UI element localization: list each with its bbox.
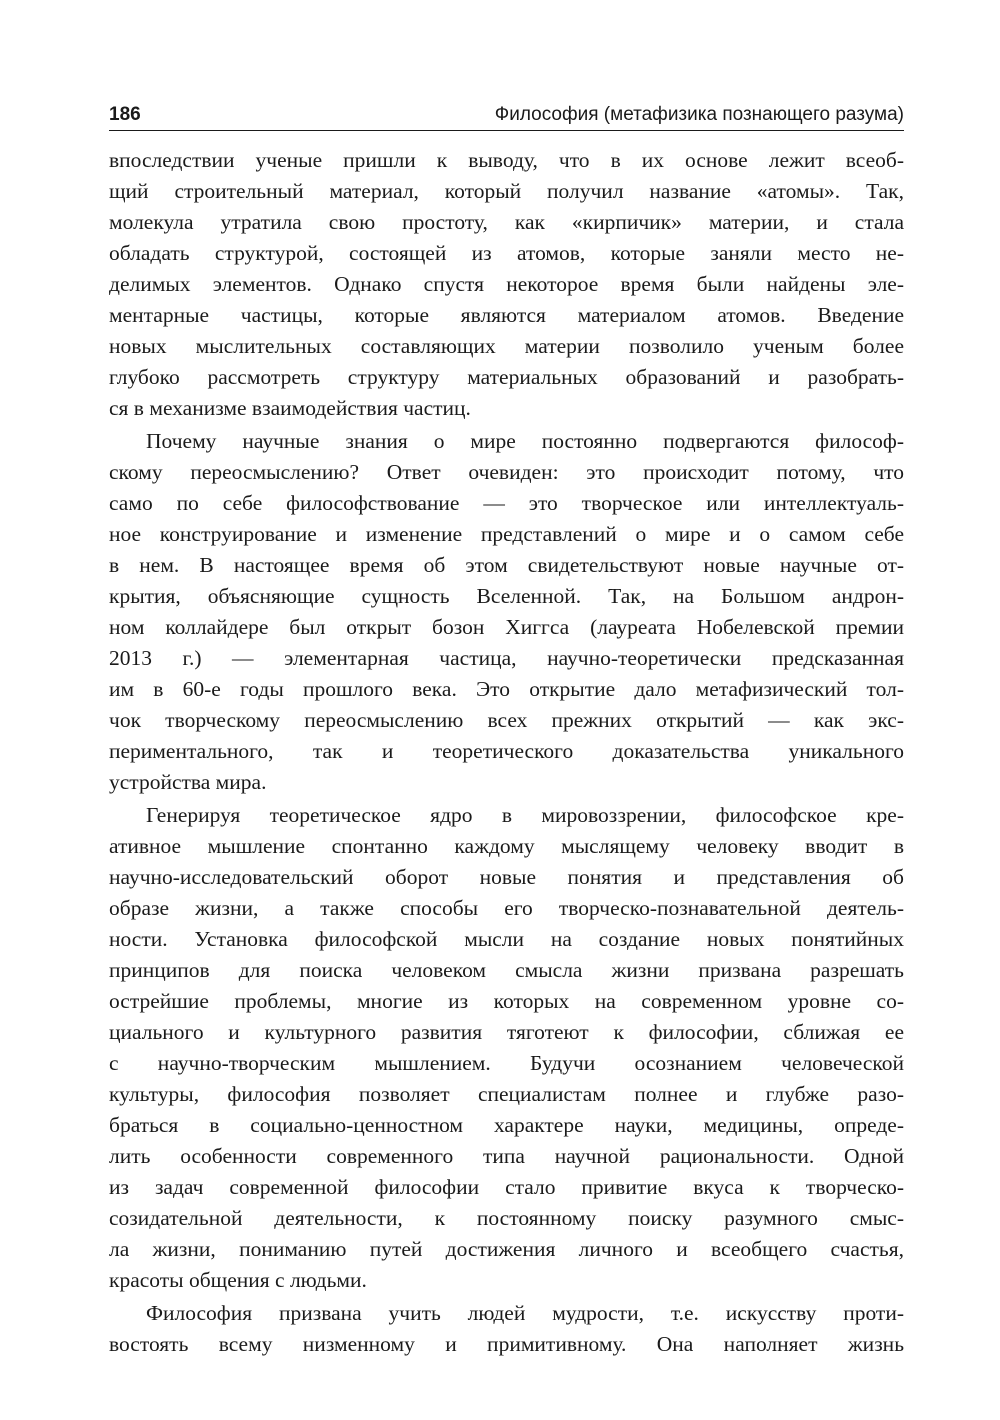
text-line: крытия, объясняющие сущность Вселенной. Так, на Большом андрон-: [109, 584, 904, 608]
text-line: с научно-творческим мышлением. Будучи осознанием человеческой: [109, 1051, 904, 1075]
text-line: 2013 г.) — элементарная частица, научно-теоретически предсказанная: [109, 646, 904, 670]
text-line: Генерируя теоретическое ядро в мировоззрении, философское кре-: [146, 803, 904, 827]
text-line: щий строительный материал, который получил название «атомы». Так,: [109, 179, 904, 203]
text-line: само по себе философствование — это творческое или интеллектуаль-: [109, 491, 904, 515]
text-line: образе жизни, а также способы его творческо-познавательной деятель-: [109, 896, 904, 920]
text-line: скому переосмыслению? Ответ очевиден: это происходит потому, что: [109, 460, 904, 484]
text-line: Почему научные знания о мире постоянно подвергаются философ-: [146, 429, 904, 453]
page-number: 186: [109, 104, 141, 125]
text-line: ности. Установка философской мысли на создание новых понятийных: [109, 927, 904, 951]
paragraph: [109, 426, 904, 798]
text-line: лить особенности современного типа научной рациональности. Одной: [109, 1144, 904, 1168]
text-line: обладать структурой, состоящей из атомов, которые заняли место не-: [109, 241, 904, 265]
text-line: ла жизни, пониманию путей достижения личного и всеобщего счастья,: [109, 1237, 904, 1261]
text-line: молекула утратила свою простоту, как «кирпичик» материи, и стала: [109, 210, 904, 234]
text-line: глубоко рассмотреть структуру материальных образований и разобрать-: [109, 365, 904, 389]
text-line: ативное мышление спонтанно каждому мыслящему человеку вводит в: [109, 834, 904, 858]
text-line: ментарные частицы, которые являются материалом атомов. Введение: [109, 303, 904, 327]
paragraph: [109, 1298, 904, 1360]
header-rule: [109, 130, 904, 131]
text-line: в нем. В настоящее время об этом свидетельствуют новые научные от-: [109, 553, 904, 577]
body-text: [109, 145, 904, 1360]
text-line: ное конструирование и изменение представлений о мире и о самом себе: [109, 522, 904, 546]
text-line: созидательной деятельности, к постоянному поиску разумного смыс-: [109, 1206, 904, 1230]
paragraph: [109, 145, 904, 424]
text-line: циального и культурного развития тяготеют к философии, сближая ее: [109, 1020, 904, 1044]
text-line: принципов для поиска человеком смысла жизни призвана разрешать: [109, 958, 904, 982]
text-line: красоты общения с людьми.: [109, 1268, 367, 1292]
text-line: культуры, философия позволяет специалистам полнее и глубже разо-: [109, 1082, 904, 1106]
text-line: востоять всему низменному и примитивному. Она наполняет жизнь: [109, 1332, 904, 1356]
text-line: острейшие проблемы, многие из которых на современном уровне со-: [109, 989, 904, 1013]
text-line: чок творческому переосмыслению всех прежних открытий — как экс-: [109, 708, 904, 732]
running-title: Философия (метафизика познающего разума): [494, 104, 904, 125]
text-line: впоследствии ученые пришли к выводу, что в их основе лежит всеоб-: [109, 148, 904, 172]
paragraph: [109, 800, 904, 1296]
text-line: новых мыслительных составляющих материи позволило ученым более: [109, 334, 904, 358]
text-line: периментального, так и теоретического доказательства уникального: [109, 739, 904, 763]
text-line: делимых элементов. Однако спустя некоторое время были найдены эле-: [109, 272, 904, 296]
text-line: устройства мира.: [109, 770, 267, 794]
text-line: из задач современной философии стало привитие вкуса к творческо-: [109, 1175, 904, 1199]
text-line: им в 60-е годы прошлого века. Это открытие дало метафизический тол-: [109, 677, 904, 701]
text-line: браться в социально-ценностном характере науки, медицины, опреде-: [109, 1113, 904, 1137]
running-header: [109, 100, 904, 130]
text-line: ном коллайдере был открыт бозон Хиггса (лауреата Нобелевской премии: [109, 615, 904, 639]
text-line: Философия призвана учить людей мудрости, т.е. искусству проти-: [146, 1301, 904, 1325]
text-line: научно-исследовательский оборот новые понятия и представления об: [109, 865, 904, 889]
text-line: ся в механизме взаимодействия частиц.: [109, 396, 471, 420]
